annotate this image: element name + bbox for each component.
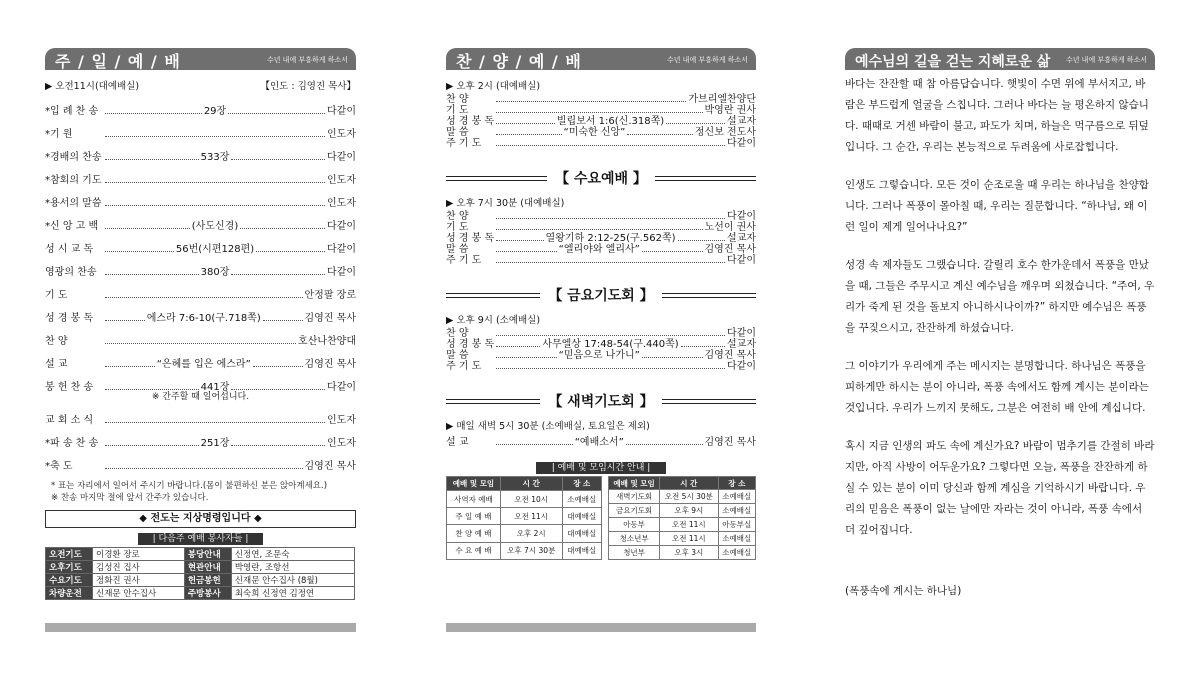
friday-item-person: 다같이 — [727, 328, 756, 339]
servant-name: 최숙희 신정연 김정연 — [231, 587, 354, 600]
schedule-row — [447, 525, 602, 542]
leader-dots — [496, 251, 557, 252]
sunday-item-value: 380장 — [200, 267, 230, 278]
servants-table — [45, 547, 355, 600]
sunday-order-item — [45, 140, 356, 163]
sunday-item-value: 251장 — [200, 438, 230, 449]
schedule-row — [609, 532, 756, 546]
sunday-item-person: 인도자 — [327, 175, 356, 186]
dawn-order-list — [446, 434, 756, 448]
essay-paragraph: 성경 속 제자들도 그랬습니다. 갈릴리 호수 한가운데서 폭풍을 만났을 때, 그들은 주무시고 계신 예수님을 깨우며 외쳤습니다. “주여, 우리가 죽게 된 것을 돌보지 아니하시나이까?” 하지만 예수님은 폭풍을 꾸짖으시고, 잔잔하게 하셨습니다. — [845, 259, 1155, 334]
leader-dots — [105, 251, 174, 252]
schedule-row — [609, 490, 756, 504]
praise-item-person: 정신보 전도사 — [694, 127, 757, 138]
sunday-order-item — [45, 163, 356, 186]
leader-dots — [256, 251, 325, 252]
friday-item-label: 성 경 봉 독 — [446, 339, 495, 350]
leader-dots — [105, 366, 155, 367]
sunday-item-person: 인도자 — [327, 415, 356, 426]
praise-item-person: 설교자 — [727, 116, 757, 127]
sunday-item-label: *파 송 찬 송 — [45, 438, 99, 449]
sunday-order-item — [45, 94, 356, 117]
schedule-header-cell: 예배 및 모임 — [609, 477, 660, 490]
leader-dots — [253, 366, 303, 367]
sunday-item-label: *축 도 — [45, 461, 73, 472]
sunday-item-label: 교 회 소 식 — [45, 415, 94, 426]
wednesday-order-list — [446, 211, 756, 266]
leader-dots — [496, 145, 725, 146]
sunday-item-label: 영광의 찬송 — [45, 267, 97, 278]
servant-name: 신정연, 조문숙 — [231, 548, 354, 561]
schedule-cell: 아동부실 — [718, 518, 755, 532]
servant-name: 김성진 집사 — [93, 561, 185, 574]
friday-order-item — [446, 361, 756, 372]
sunday-item-person: 다같이 — [327, 152, 357, 163]
sunday-order-item — [45, 449, 356, 472]
schedule-cell: 오전 11시 — [500, 508, 562, 525]
leader-dots — [642, 251, 703, 252]
leader-dots — [496, 262, 725, 263]
dawn-order-item — [446, 434, 756, 448]
sunday-item-label: 성 시 교 독 — [45, 244, 94, 255]
praise-order-item — [446, 138, 756, 149]
leader-dots — [231, 274, 325, 275]
sunday-item-person: 다같이 — [327, 382, 357, 393]
servants-title: | 다음주 예배 봉사자들 | — [138, 533, 263, 545]
sunday-order-item — [45, 209, 356, 232]
leader-dots — [105, 205, 325, 206]
sunday-order-item — [45, 347, 356, 370]
wednesday-item-person: 다같이 — [727, 255, 756, 266]
services-footer-bar — [446, 623, 756, 632]
wednesday-item-value: 열왕기하 2:12-25(구.562쪽) — [545, 233, 676, 244]
sunday-order-item — [45, 370, 356, 393]
friday-title: 【 금요기도회 】 — [548, 288, 654, 304]
friday-order-list — [446, 328, 756, 372]
schedule-cell: 대예배실 — [562, 508, 601, 525]
sunday-column — [45, 48, 356, 600]
schedule-header-row — [447, 477, 602, 491]
friday-item-value: “믿음으로 나가니” — [558, 350, 640, 361]
sunday-order-item — [45, 301, 356, 324]
schedule-cell: 수 요 예 배 — [447, 542, 501, 559]
praise-order-list — [446, 94, 756, 149]
dawn-item-value: “예배소서” — [574, 437, 624, 448]
friday-item-label: 말 씀 — [446, 350, 469, 361]
leader-dots — [105, 228, 190, 229]
sunday-item-label: *참회의 기도 — [45, 175, 102, 186]
schedule-cell: 오전 10시 — [500, 491, 562, 508]
leader-dots — [642, 357, 703, 358]
schedule-cell: 금요기도회 — [609, 504, 660, 518]
wednesday-section-title — [446, 169, 756, 187]
wednesday-item-person: 다같이 — [727, 211, 756, 222]
wednesday-item-person: 설교자 — [727, 233, 757, 244]
essay-title: 예수님의 길을 걷는 지혜로운 삶 — [855, 54, 1051, 70]
praise-item-label: 말 씀 — [446, 127, 469, 138]
essay-signature: (폭풍속에 계시는 하나님) — [845, 585, 962, 597]
sunday-time-row — [45, 78, 356, 92]
servant-role: 차량운전 — [46, 587, 93, 600]
leader-dots — [626, 444, 703, 445]
friday-item-person: 설교자 — [727, 339, 756, 350]
sunday-note-1: * 표는 자리에서 일어서 주시기 바랍니다.(몸이 불편하신 분은 앉아계세요.) — [51, 481, 328, 491]
servant-role: 수요기도 — [46, 574, 93, 587]
wednesday-item-value: “엘리야와 엘리사” — [558, 244, 640, 255]
wednesday-order-item — [446, 255, 756, 266]
servants-row — [46, 548, 355, 561]
schedule-cell: 오후 9시 — [660, 504, 718, 518]
schedule-table-right — [608, 476, 756, 560]
dawn-item-label: 설 교 — [446, 437, 469, 448]
servants-row — [46, 561, 355, 574]
servant-role: 헌금봉헌 — [184, 574, 231, 587]
sunday-order-item — [45, 324, 356, 347]
sunday-item-label: 찬 양 — [45, 336, 68, 347]
sunday-footer-bar — [45, 623, 356, 632]
wednesday-item-person: 김영진 목사 — [704, 244, 756, 255]
schedule-cell: 청년부 — [609, 546, 660, 560]
leader-dots — [105, 320, 145, 321]
sunday-item-label: *용서의 말씀 — [45, 198, 102, 209]
leader-dots — [105, 297, 303, 298]
sunday-item-person: 다같이 — [327, 106, 356, 117]
wednesday-item-person: 노선이 권사 — [704, 222, 756, 233]
sunday-item-person: 김영진 목사 — [304, 359, 357, 370]
essay-paragraph: 그 이야기가 우리에게 주는 메시지는 분명합니다. 하나님은 폭풍을 피하게만 하시는 분이 아니라, 폭풍 속에서도 함께 계시는 분이라는 것입니다. 우리가 느끼지 못해도, 그분은 여전히 배 안에 계십니다. — [845, 360, 1149, 414]
servants-row — [46, 587, 355, 600]
sunday-item-value: 에스라 7:6-10(구.718쪽) — [146, 313, 261, 324]
sunday-header — [45, 48, 356, 70]
sunday-item-person: 인도자 — [327, 129, 356, 140]
servant-role: 오전기도 — [46, 548, 93, 561]
schedule-cell: 오전 5시 30분 — [660, 490, 718, 504]
dawn-section-title — [446, 392, 756, 410]
schedule-cell: 청소년부 — [609, 532, 660, 546]
services-column — [446, 48, 756, 560]
schedule-cell: 소예배실 — [718, 532, 755, 546]
wednesday-time: ▶ 오후 7시 30분 (대예배실) — [446, 198, 565, 209]
leader-dots — [496, 368, 725, 369]
sunday-order-item — [45, 117, 356, 140]
essay-paragraph: 혹시 지금 인생의 파도 속에 계신가요? 바람이 멈추기를 간절히 바라지만, 아직 사방이 어두운가요? 그렇다면 오늘, 폭풍을 잔잔하게 하실 수 있는 분이 이미 당신과 함께 계심을 기억하시기 바랍니다. 우리의 믿음은 폭풍이 없는 날에만 자라는 것이 아니라, 폭풍 속에서 더 깊어집니다. — [845, 440, 1155, 536]
sunday-item-value: “은혜를 입은 에스라” — [156, 359, 251, 370]
friday-item-label: 찬 양 — [446, 328, 469, 339]
sunday-item-label: *기 원 — [45, 129, 73, 140]
leader-dots — [105, 445, 199, 446]
sunday-item-person: 김영진 목사 — [304, 461, 356, 472]
servant-name: 신재문 안수집사 — [93, 587, 185, 600]
schedule-cell: 오후 7시 30분 — [500, 542, 562, 559]
leader-dots — [231, 159, 325, 160]
schedule-cell: 아동부 — [609, 518, 660, 532]
servant-name: 신재문 안수집사 (8월) — [231, 574, 354, 587]
schedule-cell: 새벽기도회 — [609, 490, 660, 504]
schedule-cell: 주 일 예 배 — [447, 508, 501, 525]
leader-dots — [496, 101, 686, 102]
wednesday-item-label: 찬 양 — [446, 211, 469, 222]
schedule-cell: 사역자 예배 — [447, 491, 501, 508]
schedule-cell: 오전 11시 — [660, 518, 718, 532]
friday-item-value: 사무엘상 17:48-54(구.440쪽) — [542, 339, 679, 350]
sunday-item-person: 안정팔 장로 — [304, 290, 356, 301]
schedule-cell: 오전 11시 — [660, 532, 718, 546]
sunday-order-item — [45, 186, 356, 209]
schedule-cell: 대예배실 — [562, 525, 601, 542]
leader-dots — [105, 136, 325, 137]
evangelism-banner: ◆ 전도는 지상명령입니다 ◆ — [45, 510, 356, 528]
sunday-item-label: *경배의 찬송 — [45, 152, 102, 163]
sunday-order-item — [45, 403, 356, 426]
essay-paragraph: 바다는 잔잔할 때 참 아름답습니다. 햇빛이 수면 위에 부서지고, 바람은 부드럽게 얼굴을 스칩니다. 그러나 바다는 늘 평온하지 않습니다. 때때로 거센 바람이 불고, 파도가 치며, 하늘은 먹구름으로 뒤덮입니다. 그 순간, 우리는 본능적으로 두려움에 사로잡힙니다. — [845, 78, 1149, 153]
praise-item-person: 가브리엘찬양단 — [688, 94, 756, 105]
praise-item-value: 빌립보서 1:6(신.318쪽) — [556, 116, 665, 127]
praise-item-label: 주 기 도 — [446, 138, 482, 149]
schedule-cell: 찬 양 예 배 — [447, 525, 501, 542]
sunday-order-item — [45, 232, 356, 255]
leader-dots — [496, 123, 555, 124]
wednesday-item-label: 주 기 도 — [446, 255, 482, 266]
schedule-header-row — [609, 477, 756, 490]
sunday-subtitle: 수년 내에 부흥하게 하소서 — [266, 56, 348, 64]
schedule-header-cell: 장 소 — [562, 477, 601, 491]
sunday-item-label: *입 례 찬 송 — [45, 106, 99, 117]
friday-time: ▶ 오후 9시 (소예배실) — [446, 315, 541, 326]
servants-row — [46, 574, 355, 587]
sunday-item-person: 김영진 목사 — [304, 313, 356, 324]
sunday-order-item — [45, 426, 356, 449]
schedule-header-cell: 장 소 — [718, 477, 755, 490]
leader-dots — [105, 274, 199, 275]
leader-dots — [496, 346, 540, 347]
leader-dots — [105, 343, 296, 344]
leader-dots — [105, 113, 202, 114]
sunday-item-label: 설 교 — [45, 359, 68, 370]
sunday-item-value: 533장 — [200, 152, 230, 163]
leader-dots — [240, 228, 325, 229]
praise-item-person: 박영란 권사 — [704, 105, 756, 116]
friday-section-title — [446, 286, 756, 304]
leader-dots — [105, 389, 199, 390]
essay-column — [845, 48, 1155, 602]
servant-name: 박영란, 조항선 — [231, 561, 354, 574]
wednesday-title: 【 수요예배 】 — [555, 171, 647, 187]
friday-item-person: 다같이 — [727, 361, 756, 372]
sunday-item-value: 29장 — [203, 106, 227, 117]
sunday-item-person: 인도자 — [327, 198, 356, 209]
praise-item-person: 다같이 — [727, 138, 756, 149]
schedule-tables — [446, 476, 756, 560]
praise-item-label: 찬 양 — [446, 94, 469, 105]
schedule-cell: 소예배실 — [562, 491, 601, 508]
sunday-item-person: 호산나찬양대 — [298, 336, 356, 347]
leader-dots — [105, 468, 303, 469]
schedule-cell: 소예배실 — [718, 546, 755, 560]
praise-time: ▶ 오후 2시 (대예배실) — [446, 81, 541, 92]
servant-role: 주방봉사 — [184, 587, 231, 600]
leader-dots — [496, 240, 544, 241]
schedule-header-cell: 시 간 — [660, 477, 718, 490]
leader-dots — [496, 134, 562, 135]
schedule-cell: 오후 2시 — [500, 525, 562, 542]
sunday-order-list — [45, 94, 356, 472]
schedule-header-cell: 예배 및 모임 — [447, 477, 501, 491]
leader-dots — [496, 218, 725, 219]
schedule-table-left — [446, 476, 602, 560]
sunday-item-value: (사도신경) — [191, 221, 239, 232]
essay-paragraph: 인생도 그렇습니다. 모든 것이 순조로울 때 우리는 하나님을 찬양합니다. 그러나 폭풍이 몰아칠 때, 우리는 질문합니다. “하나님, 왜 이런 일이 제게 일어나나요?” — [845, 179, 1149, 233]
schedule-row — [609, 504, 756, 518]
servant-name: 이경환 장로 — [93, 548, 185, 561]
sunday-item-person: 인도자 — [327, 438, 357, 449]
schedule-cell: 소예배실 — [718, 504, 755, 518]
sunday-item-label: 봉 헌 찬 송 — [45, 382, 94, 393]
friday-item-label: 주 기 도 — [446, 361, 482, 372]
servant-name: 정화진 권사 — [93, 574, 185, 587]
essay-header — [845, 48, 1155, 70]
praise-subtitle: 수년 내에 부흥하게 하소서 — [666, 56, 748, 64]
sunday-order-item — [45, 255, 356, 278]
essay-body — [845, 74, 1155, 541]
schedule-title: | 예배 및 모임시간 안내 | — [536, 462, 666, 474]
leader-dots — [496, 444, 573, 445]
wednesday-item-label: 성 경 봉 독 — [446, 233, 495, 244]
sunday-order-item — [45, 278, 356, 301]
schedule-cell: 소예배실 — [718, 490, 755, 504]
leader-dots — [105, 182, 325, 183]
leader-dots — [231, 445, 325, 446]
sunday-item-value: 56번(시편128편) — [175, 244, 255, 255]
praise-title: 찬 / 양 / 예 / 배 — [456, 52, 582, 71]
wednesday-item-label: 말 씀 — [446, 244, 469, 255]
dawn-title: 【 새벽기도회 】 — [548, 394, 654, 410]
praise-item-value: “미숙한 신앙” — [563, 127, 626, 138]
sunday-title: 주 / 일 / 예 / 배 — [55, 52, 181, 71]
praise-item-label: 기 도 — [446, 105, 469, 116]
leader-dots — [105, 159, 199, 160]
schedule-row — [609, 546, 756, 560]
sunday-item-value: 441장 — [200, 382, 230, 393]
schedule-row — [447, 508, 602, 525]
sunday-presider: 【인도 : 김영진 목사】 — [260, 81, 356, 92]
schedule-row — [447, 491, 602, 508]
dawn-time: ▶ 매일 새벽 5시 30분 (소예배실, 토요일은 제외) — [446, 421, 650, 432]
praise-item-label: 성 경 봉 독 — [446, 116, 495, 127]
sunday-item-label: 성 경 봉 독 — [45, 313, 94, 324]
sunday-item-label: *신 앙 고 백 — [45, 221, 99, 232]
praise-header — [446, 48, 756, 70]
offering-note: ※ 간주할 때 일어섭니다. — [151, 392, 250, 402]
servant-role: 현관안내 — [184, 561, 231, 574]
sunday-item-person: 다같이 — [327, 244, 356, 255]
sunday-item-person: 다같이 — [327, 221, 356, 232]
dawn-item-person: 김영진 목사 — [704, 437, 756, 448]
leader-dots — [627, 134, 693, 135]
leader-dots — [496, 357, 557, 358]
schedule-row — [447, 542, 602, 559]
sunday-time: ▶ 오전11시(대예배실) — [45, 81, 140, 92]
leader-dots — [228, 113, 325, 114]
schedule-row — [609, 518, 756, 532]
schedule-cell: 오후 3시 — [660, 546, 718, 560]
sunday-item-label: 기 도 — [45, 290, 68, 301]
leader-dots — [105, 422, 325, 423]
leader-dots — [263, 320, 303, 321]
leader-dots — [231, 389, 325, 390]
servant-role: 오후기도 — [46, 561, 93, 574]
schedule-header-cell: 시 간 — [500, 477, 562, 491]
sunday-item-person: 다같이 — [327, 267, 357, 278]
servant-role: 봉당안내 — [184, 548, 231, 561]
friday-item-person: 김영진 목사 — [704, 350, 756, 361]
essay-subtitle: 수년 내에 부흥하게 하소서 — [1065, 56, 1147, 64]
schedule-cell: 대예배실 — [562, 542, 601, 559]
wednesday-item-label: 기 도 — [446, 222, 469, 233]
sunday-note-2: ※ 찬송 마지막 절에 앞서 간주가 있습니다. — [51, 493, 209, 503]
